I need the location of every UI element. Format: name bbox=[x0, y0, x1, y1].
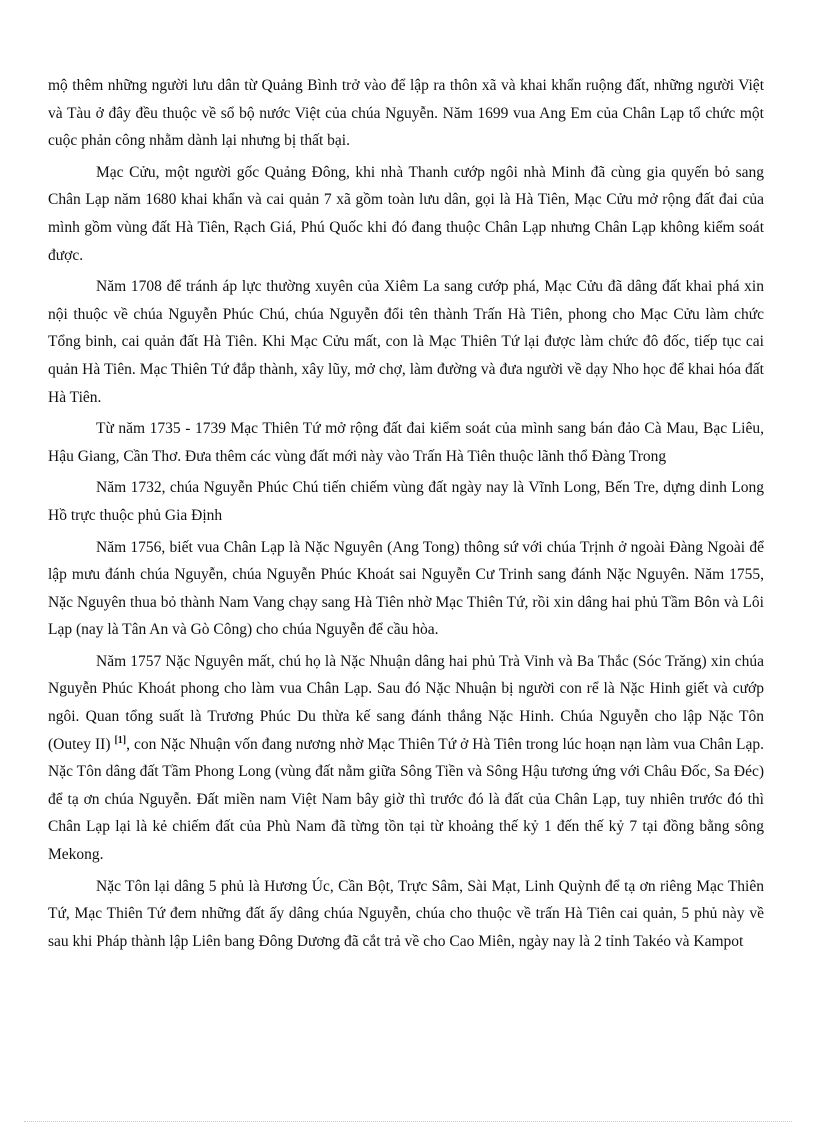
paragraph-1757-part-1: Năm 1757 Nặc Nguyên mất, chú họ là Nặc Nhuận dâng hai phủ Trà Vinh và Ba Thắc (Sóc Trăng) xin chúa Nguyễn Phúc Khoát phong cho làm vua Chân Lạp. Sau đó Nặc Nhuận bị người con rể là Nặc Hinh giết và cướp ngôi. Quan tổng suất là Trương Phúc Du thừa kế sang đánh thắng Nặc Hinh. Chúa Nguyễn cho lập Nặc Tôn (Outey II) bbox=[48, 652, 764, 753]
paragraph-1757 bbox=[48, 648, 764, 869]
paragraph-1756: Năm 1756, biết vua Chân Lạp là Nặc Nguyên (Ang Tong) thông sứ với chúa Trịnh ở ngoài Đàng Ngoài để lập mưu đánh chúa Nguyễn, chúa Nguyễn Phúc Khoát sai Nguyễn Cư Trinh sang đánh Nặc Nguyên. Năm 1755, Nặc Nguyên thua bỏ thành Nam Vang chạy sang Hà Tiên nhờ Mạc Thiên Tứ, rồi xin dâng hai phủ Tầm Bôn và Lôi Lạp (nay là Tân An và Gò Công) cho chúa Nguyễn để cầu hòa. bbox=[48, 538, 764, 639]
page-bottom-divider bbox=[24, 1121, 792, 1122]
paragraph-mac-cuu: Mạc Cửu, một người gốc Quảng Đông, khi nhà Thanh cướp ngôi nhà Minh đã cùng gia quyến bỏ sang Chân Lạp năm 1680 khai khẩn và cai quản 7 xã gồm toàn lưu dân, gọi là Hà Tiên, Mạc Cửu mở rộng đất đai của mình gồm vùng đất Hà Tiên, Rạch Giá, Phú Quốc khi đó đang thuộc Chân Lạp nhưng Chân Lạp không kiểm soát được. bbox=[48, 163, 764, 264]
paragraph-nac-ton: Nặc Tôn lại dâng 5 phủ là Hương Úc, Cần Bột, Trực Sâm, Sài Mạt, Linh Quỳnh để tạ ơn riêng Mạc Thiên Tứ, Mạc Thiên Tứ đem những đất ấy dâng chúa Nguyễn, chúa cho thuộc về trấn Hà Tiên cai quản, 5 phủ này về sau khi Pháp thành lập Liên bang Đông Dương đã cắt trả về cho Cao Miên, ngày nay là 2 tỉnh Takéo và Kampot bbox=[48, 877, 764, 950]
paragraph-1708: Năm 1708 để tránh áp lực thường xuyên của Xiêm La sang cướp phá, Mạc Cửu đã dâng đất khai phá xin nội thuộc về chúa Nguyễn Phúc Chú, chúa Nguyễn đổi tên thành Trấn Hà Tiên, phong cho Mạc Cửu làm chức Tổng binh, cai quản đất Hà Tiên. Khi Mạc Cửu mất, con là Mạc Thiên Tứ lại được làm chức đô đốc, tiếp tục cai quản Hà Tiên. Mạc Thiên Tứ đắp thành, xây lũy, mở chợ, làm đường và đưa người về dạy Nho học để khai hóa đất Hà Tiên. bbox=[48, 278, 764, 406]
footnote-reference[interactable]: [1] bbox=[114, 734, 127, 746]
paragraph-1732: Năm 1732, chúa Nguyễn Phúc Chú tiến chiếm vùng đất ngày nay là Vĩnh Long, Bến Tre, dựng dinh Long Hồ trực thuộc phủ Gia Định bbox=[48, 479, 764, 524]
paragraph-1735: Từ năm 1735 - 1739 Mạc Thiên Tứ mở rộng đất đai kiểm soát của mình sang bán đảo Cà Mau, Bạc Liêu, Hậu Giang, Cần Thơ. Đưa thêm các vùng đất mới này vào Trấn Hà Tiên thuộc lãnh thổ Đàng Trong bbox=[48, 420, 764, 465]
paragraph-1757-part-2: , con Nặc Nhuận vốn đang nương nhờ Mạc Thiên Tứ ở Hà Tiên trong lúc hoạn nạn làm vua Chân Lạp. Nặc Tôn dâng đất Tầm Phong Long (vùng đất nằm giữa Sông Tiền và Sông Hậu tương ứng với Châu Đốc, Sa Đéc) để tạ ơn chúa Nguyễn. Đất miền nam Việt Nam bây giờ thì trước đó là đất của Chân Lạp, tuy nhiên trước đó thì Chân Lạp lại là kẻ chiếm đất của Phù Nam đã từng tồn tại từ khoảng thế kỷ 1 đến thế kỷ 7 tại đồng bằng sông Mekong. bbox=[48, 735, 764, 864]
paragraph-continuation: mộ thêm những người lưu dân từ Quảng Bình trở vào để lập ra thôn xã và khai khẩn ruộng đất, những người Việt và Tàu ở đây đều thuộc về sổ bộ nước Việt của chúa Nguyễn. Năm 1699 vua Ang Em của Chân Lạp tổ chức một cuộc phản công nhằm dành lại nhưng bị thất bại. bbox=[48, 77, 764, 150]
document-body bbox=[48, 72, 764, 959]
